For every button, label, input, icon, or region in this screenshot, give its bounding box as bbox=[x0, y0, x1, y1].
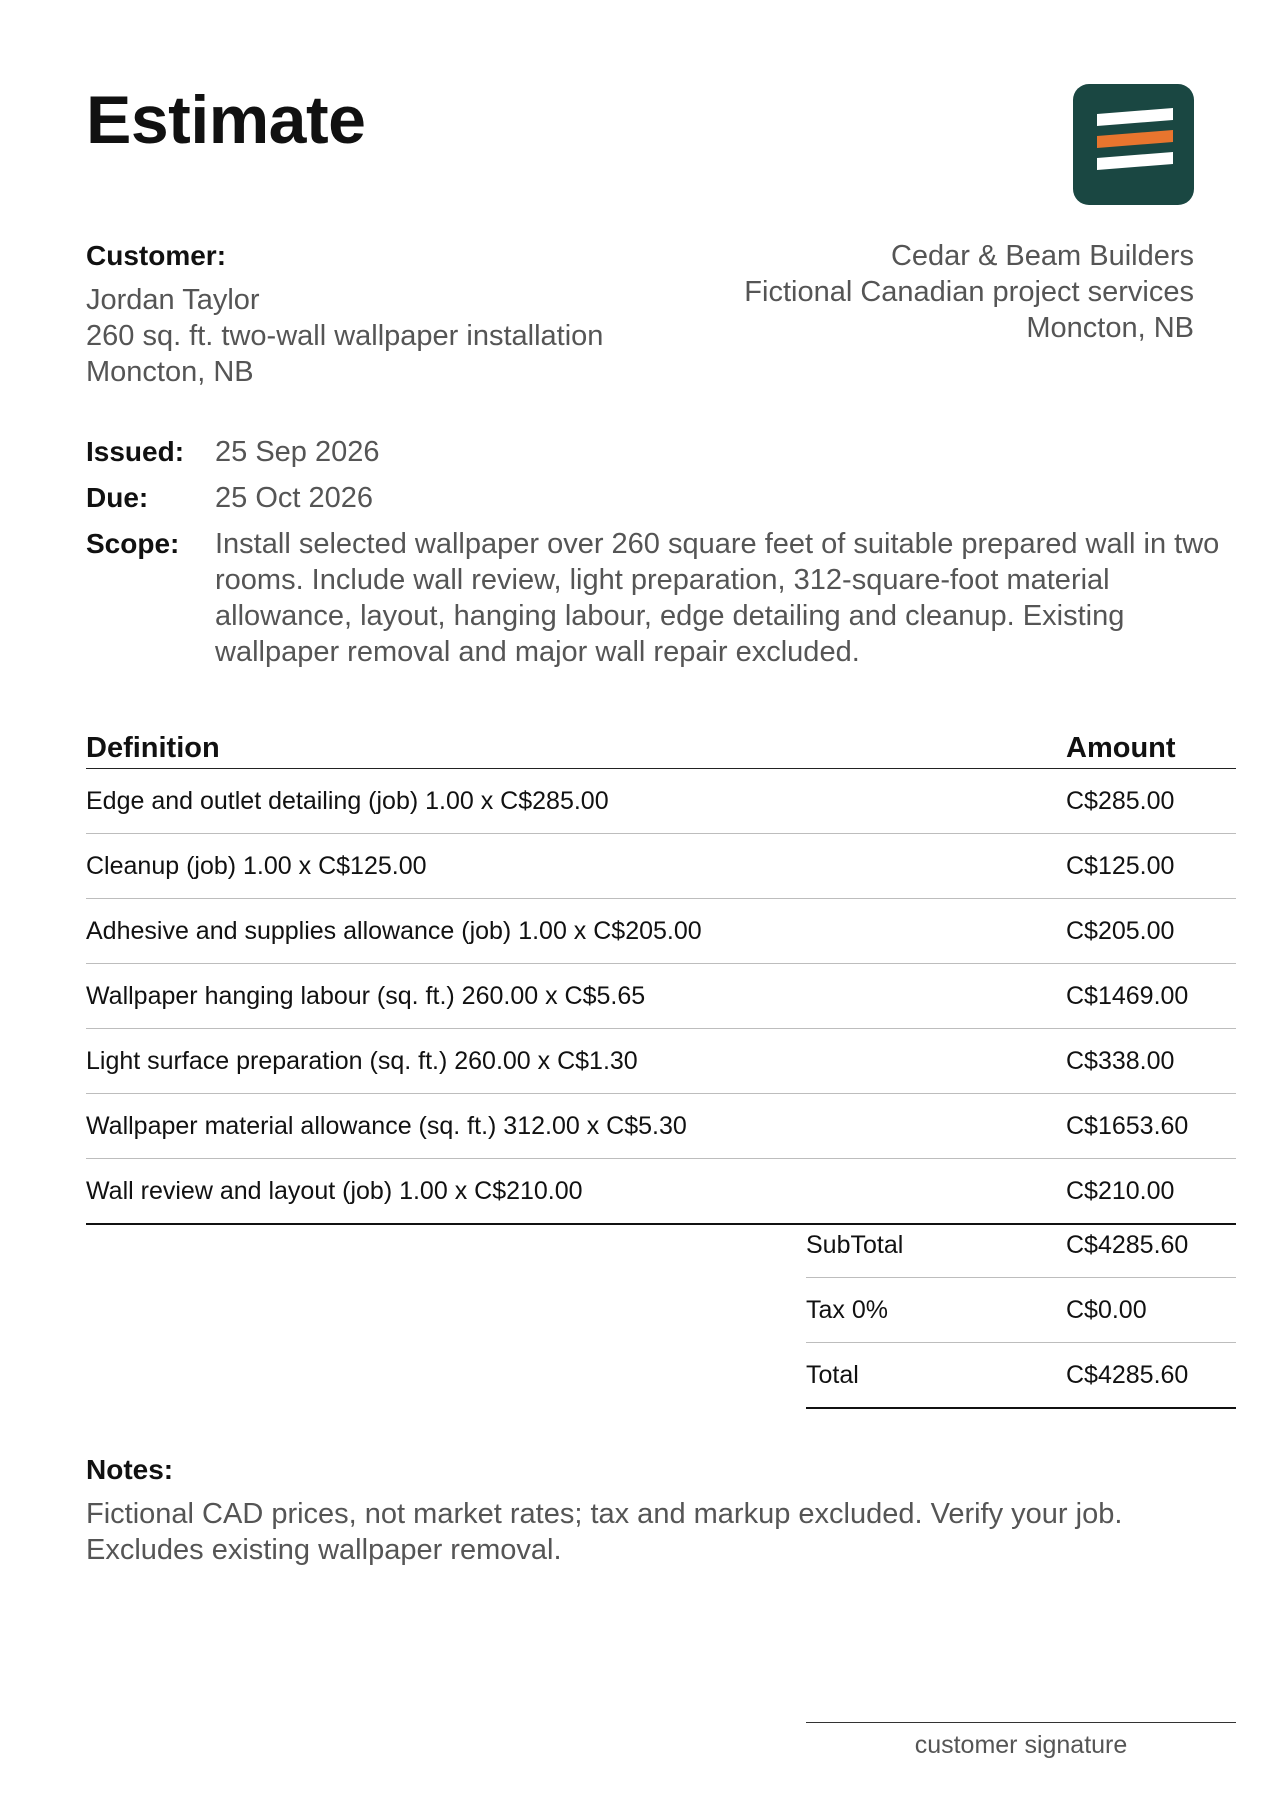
row-definition: Wallpaper material allowance (sq. ft.) 312.00 x C$5.30 bbox=[86, 1111, 687, 1140]
company-location: Moncton, NB bbox=[1026, 312, 1194, 344]
issued-row bbox=[86, 434, 1236, 470]
customer-project: 260 sq. ft. two-wall wallpaper installation bbox=[86, 320, 604, 352]
row-amount: C$338.00 bbox=[1066, 1046, 1175, 1075]
scope-value: Install selected wallpaper over 260 square feet of suitable prepared wall in two rooms. Include wall review, light preparation, 312-square-foot material allowance, layout, hanging labour, edge detailing and cleanup. Existing wallpaper removal and major wall repair excluded. bbox=[215, 528, 1220, 668]
row-amount: C$1653.60 bbox=[1066, 1111, 1189, 1140]
table-row bbox=[86, 1094, 1236, 1159]
logo-graphic bbox=[1073, 84, 1194, 205]
logo-layer-bottom bbox=[1097, 152, 1173, 170]
row-amount: C$125.00 bbox=[1066, 851, 1175, 880]
tax-label: Tax 0% bbox=[806, 1295, 888, 1324]
table-row bbox=[86, 964, 1236, 1029]
signature-label: customer signature bbox=[914, 1731, 1128, 1759]
row-definition: Adhesive and supplies allowance (job) 1.00 x C$205.00 bbox=[86, 916, 702, 945]
row-definition: Light surface preparation (sq. ft.) 260.00 x C$1.30 bbox=[86, 1046, 638, 1075]
page-title: Estimate bbox=[86, 82, 366, 158]
row-amount: C$1469.00 bbox=[1066, 981, 1189, 1010]
row-definition: Edge and outlet detailing (job) 1.00 x C$285.00 bbox=[86, 786, 609, 815]
signature-line bbox=[806, 1722, 1236, 1760]
row-amount: C$210.00 bbox=[1066, 1176, 1175, 1205]
table-row bbox=[86, 769, 1236, 834]
due-label: Due: bbox=[86, 482, 149, 513]
due-row bbox=[86, 480, 1236, 516]
row-amount: C$205.00 bbox=[1066, 916, 1175, 945]
logo-layer-top bbox=[1097, 108, 1173, 126]
scope-row bbox=[86, 526, 1236, 670]
total-row bbox=[806, 1343, 1236, 1409]
scope-label: Scope: bbox=[86, 528, 180, 559]
company-name: Cedar & Beam Builders bbox=[890, 240, 1194, 272]
customer-label: Customer: bbox=[86, 240, 227, 271]
estimate-page bbox=[86, 0, 1236, 1800]
subtotal-value: C$4285.60 bbox=[1066, 1230, 1189, 1259]
total-value: C$4285.60 bbox=[1066, 1360, 1189, 1389]
issued-label: Issued: bbox=[86, 436, 185, 467]
customer-location: Moncton, NB bbox=[86, 356, 254, 388]
table-row bbox=[86, 1029, 1236, 1094]
total-label: Total bbox=[806, 1360, 859, 1389]
issued-value: 25 Sep 2026 bbox=[215, 436, 380, 468]
row-definition: Cleanup (job) 1.00 x C$125.00 bbox=[86, 851, 427, 880]
table-row bbox=[86, 834, 1236, 899]
subtotal-label: SubTotal bbox=[806, 1230, 904, 1259]
logo-layer-middle bbox=[1097, 130, 1173, 148]
notes-label: Notes: bbox=[86, 1454, 174, 1485]
stacked-layers-icon bbox=[1073, 84, 1194, 205]
tax-row bbox=[806, 1278, 1236, 1343]
tax-value: C$0.00 bbox=[1066, 1295, 1147, 1324]
row-definition: Wallpaper hanging labour (sq. ft.) 260.00 x C$5.65 bbox=[86, 981, 646, 1010]
row-definition: Wall review and layout (job) 1.00 x C$210.00 bbox=[86, 1176, 583, 1205]
line-items-table bbox=[86, 722, 1236, 1225]
subtotal-row bbox=[806, 1213, 1236, 1278]
totals-block bbox=[806, 1213, 1236, 1409]
table-row bbox=[86, 899, 1236, 964]
amount-header: Amount bbox=[1066, 732, 1176, 764]
company-block bbox=[634, 238, 1194, 346]
estimate-meta bbox=[86, 434, 1236, 680]
notes-text: Fictional CAD prices, not market rates; tax and markup excluded. Verify your job. Excludes existing wallpaper removal. bbox=[86, 1498, 1123, 1566]
company-tagline: Fictional Canadian project services bbox=[744, 276, 1194, 308]
customer-name: Jordan Taylor bbox=[86, 284, 260, 316]
table-header bbox=[86, 722, 1236, 769]
row-amount: C$285.00 bbox=[1066, 786, 1175, 815]
notes-block bbox=[86, 1452, 1236, 1568]
due-value: 25 Oct 2026 bbox=[215, 482, 373, 514]
definition-header: Definition bbox=[86, 732, 220, 764]
